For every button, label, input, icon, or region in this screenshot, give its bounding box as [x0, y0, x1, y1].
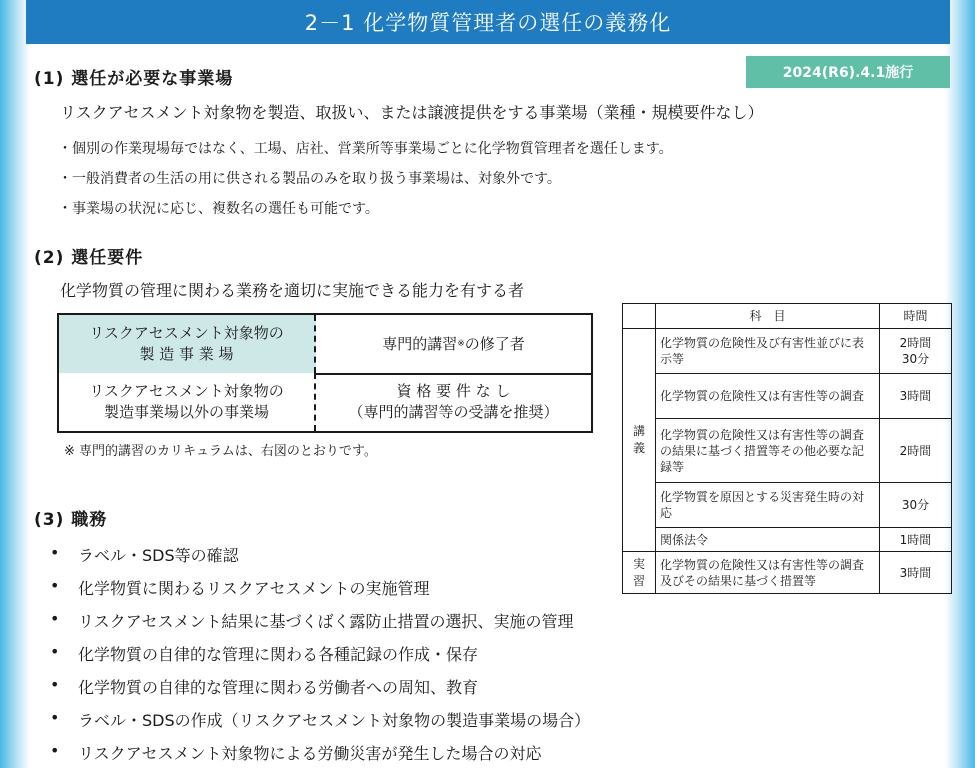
curriculum-subject: 化学物質を原因とする災害発生時の対応 [656, 483, 880, 528]
curriculum-time: 1時間 [880, 528, 952, 552]
duty-text: リスクアセスメント対象物による労働災害が発生した場合の対応 [78, 744, 542, 763]
curriculum-table [622, 303, 952, 594]
section1-bullet: ・事業場の状況に応じ、複数名の選任も可能です。 [58, 201, 379, 217]
curriculum-subject: 化学物質の危険性又は有害性等の調査 [656, 374, 880, 419]
curriculum-time: 30分 [880, 483, 952, 528]
bullet-dot: • [50, 609, 60, 628]
curriculum-subject: 関係法令 [656, 528, 880, 552]
duty-item [50, 675, 478, 698]
footnote: ※ 専門的講習のカリキュラムは、右図のとおりです。 [64, 444, 377, 459]
duty-item [50, 708, 590, 731]
duty-item [50, 642, 478, 665]
section2-lead: 化学物質の管理に関わる業務を適切に実施できる能力を有する者 [60, 281, 525, 300]
duty-item [50, 543, 239, 566]
curriculum-subject: 化学物質の危険性又は有害性等の調査の結果に基づく措置等その他必要な記録等 [656, 419, 880, 483]
bullet-dot: • [50, 642, 60, 661]
section2-heading: (2) 選任要件 [34, 248, 144, 268]
duty-text: リスクアセスメント結果に基づくばく露防止措置の選択、実施の管理 [78, 612, 574, 631]
curriculum-row [623, 483, 952, 528]
curriculum-header-subject: 科 目 [656, 304, 880, 329]
facility-text: 製 造 事 業 場 [139, 345, 234, 363]
practice-char: 習 [632, 573, 645, 588]
bullet-dot: • [50, 741, 60, 760]
requirements-cell-facility [59, 315, 316, 373]
qualification-text: （専門的講習等の受講を推奨） [348, 403, 559, 421]
duty-text: 化学物質の自律的な管理に関わる労働者への周知、教育 [78, 678, 479, 697]
duty-text: ラベル・SDSの作成（リスクアセスメント対象物の製造事業場の場合） [78, 711, 591, 730]
section1-bullet: ・個別の作業現場毎ではなく、工場、店社、営業所等事業場ごとに化学物質管理者を選任します。 [58, 141, 673, 157]
requirements-cell-qualification [316, 373, 591, 431]
duty-text: 化学物質の自律的な管理に関わる各種記録の作成・保存 [78, 645, 479, 664]
section1-bullet: ・一般消費者の生活の用に供される製品のみを取り扱う事業場は、対象外です。 [58, 171, 561, 187]
practice-char: 実 [632, 556, 645, 571]
duty-item [50, 576, 430, 599]
bullet-dot: • [50, 543, 60, 562]
practice-label [623, 552, 656, 594]
curriculum-row [623, 374, 952, 419]
requirements-row [59, 373, 591, 431]
time-value: 30分 [901, 352, 930, 366]
curriculum-time: 3時間 [880, 552, 952, 594]
lecture-char: 義 [632, 441, 645, 455]
duty-item [50, 609, 574, 632]
requirements-cell-facility [59, 373, 316, 431]
duty-item [50, 741, 542, 764]
curriculum-header-blank [623, 304, 656, 329]
facility-text: リスクアセスメント対象物の [89, 382, 284, 400]
section1-heading: (1) 選任が必要な事業場 [34, 69, 234, 89]
requirements-cell-qualification [316, 315, 591, 373]
bullet-dot: • [50, 576, 60, 595]
page-title: 2－1 化学物質管理者の選任の義務化 [26, 0, 950, 44]
curriculum-header-time: 時間 [880, 304, 952, 329]
effective-date-badge: 2024(R6).4.1施行 [746, 56, 950, 88]
qualification-text: の修了者 [464, 334, 525, 353]
curriculum-row [623, 528, 952, 552]
curriculum-time: 2時間 [880, 419, 952, 483]
requirements-table [57, 313, 593, 433]
duty-text: 化学物質に関わるリスクアセスメントの実施管理 [78, 579, 430, 598]
curriculum-row [623, 419, 952, 483]
curriculum-time: 3時間 [880, 374, 952, 419]
curriculum-subject: 化学物質の危険性又は有害性等の調査及びその結果に基づく措置等 [656, 552, 880, 594]
facility-text: 製造事業場以外の事業場 [103, 403, 269, 421]
time-value: 2時間 [899, 336, 932, 350]
curriculum-row [623, 329, 952, 374]
bullet-dot: • [50, 675, 60, 694]
bullet-dot: • [50, 708, 60, 727]
lecture-char: 講 [632, 424, 645, 438]
requirements-row [59, 315, 591, 375]
curriculum-row [623, 552, 952, 594]
curriculum-header-row [623, 304, 952, 329]
section1-lead: リスクアセスメント対象物を製造、取扱い、または譲渡提供をする事業場（業種・規模要件なし） [60, 103, 764, 122]
footnote-mark: ※ [457, 338, 465, 349]
lecture-label [623, 329, 656, 552]
qualification-text: 資 格 要 件 な し [396, 382, 511, 400]
curriculum-time [880, 329, 952, 374]
curriculum-subject: 化学物質の危険性及び有害性並びに表示等 [656, 329, 880, 374]
section3-heading: (3) 職務 [34, 510, 108, 530]
qualification-text: 専門的講習 [382, 334, 458, 353]
duty-text: ラベル・SDS等の確認 [78, 546, 239, 565]
facility-text: リスクアセスメント対象物の [89, 324, 284, 342]
